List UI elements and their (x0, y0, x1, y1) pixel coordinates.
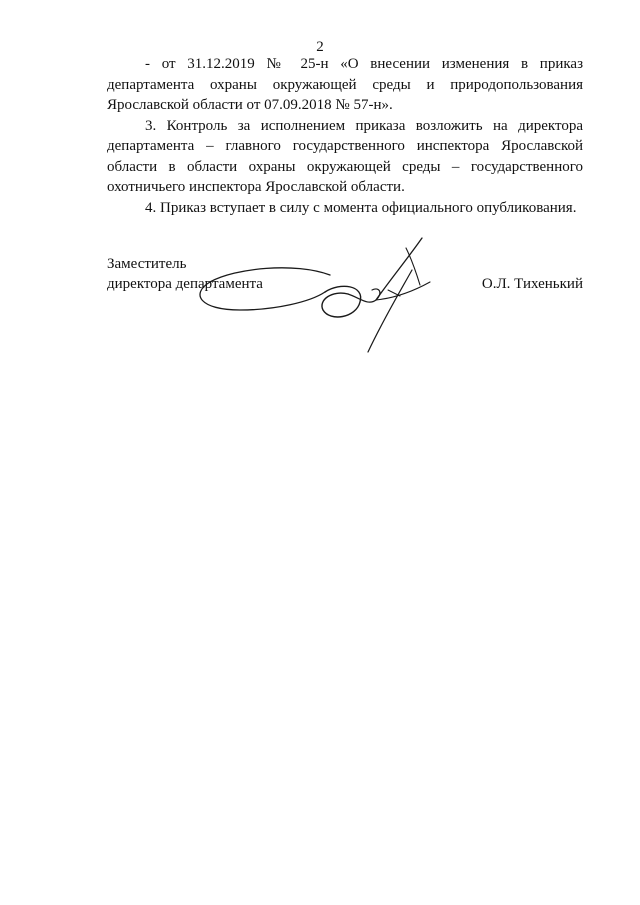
handwritten-signature-icon (180, 230, 450, 360)
paragraph-amendment-reference: - от 31.12.2019 № 25-н «О внесении изменения в приказ департамента охраны окружающей среды и природопользования Ярославской области от 07.09.2018 № 57-н». (107, 56, 583, 113)
signer-title-line-1: Заместитель (107, 256, 187, 272)
paragraph-effective-clause: 4. Приказ вступает в силу с момента официального опубликования. (145, 199, 577, 216)
paragraph-control-clause: 3. Контроль за исполнением приказа возложить на директора департамента – главного государственного инспектора Ярославской области в области охраны окружающей среды – государственного охотничьего инспектора Ярославской области. (107, 117, 583, 195)
document-body (107, 54, 583, 218)
signer-name: О.Л. Тихенький (481, 276, 583, 292)
page-number: 2 (316, 39, 324, 55)
signer-title-line-2: директора департамента (107, 276, 263, 292)
